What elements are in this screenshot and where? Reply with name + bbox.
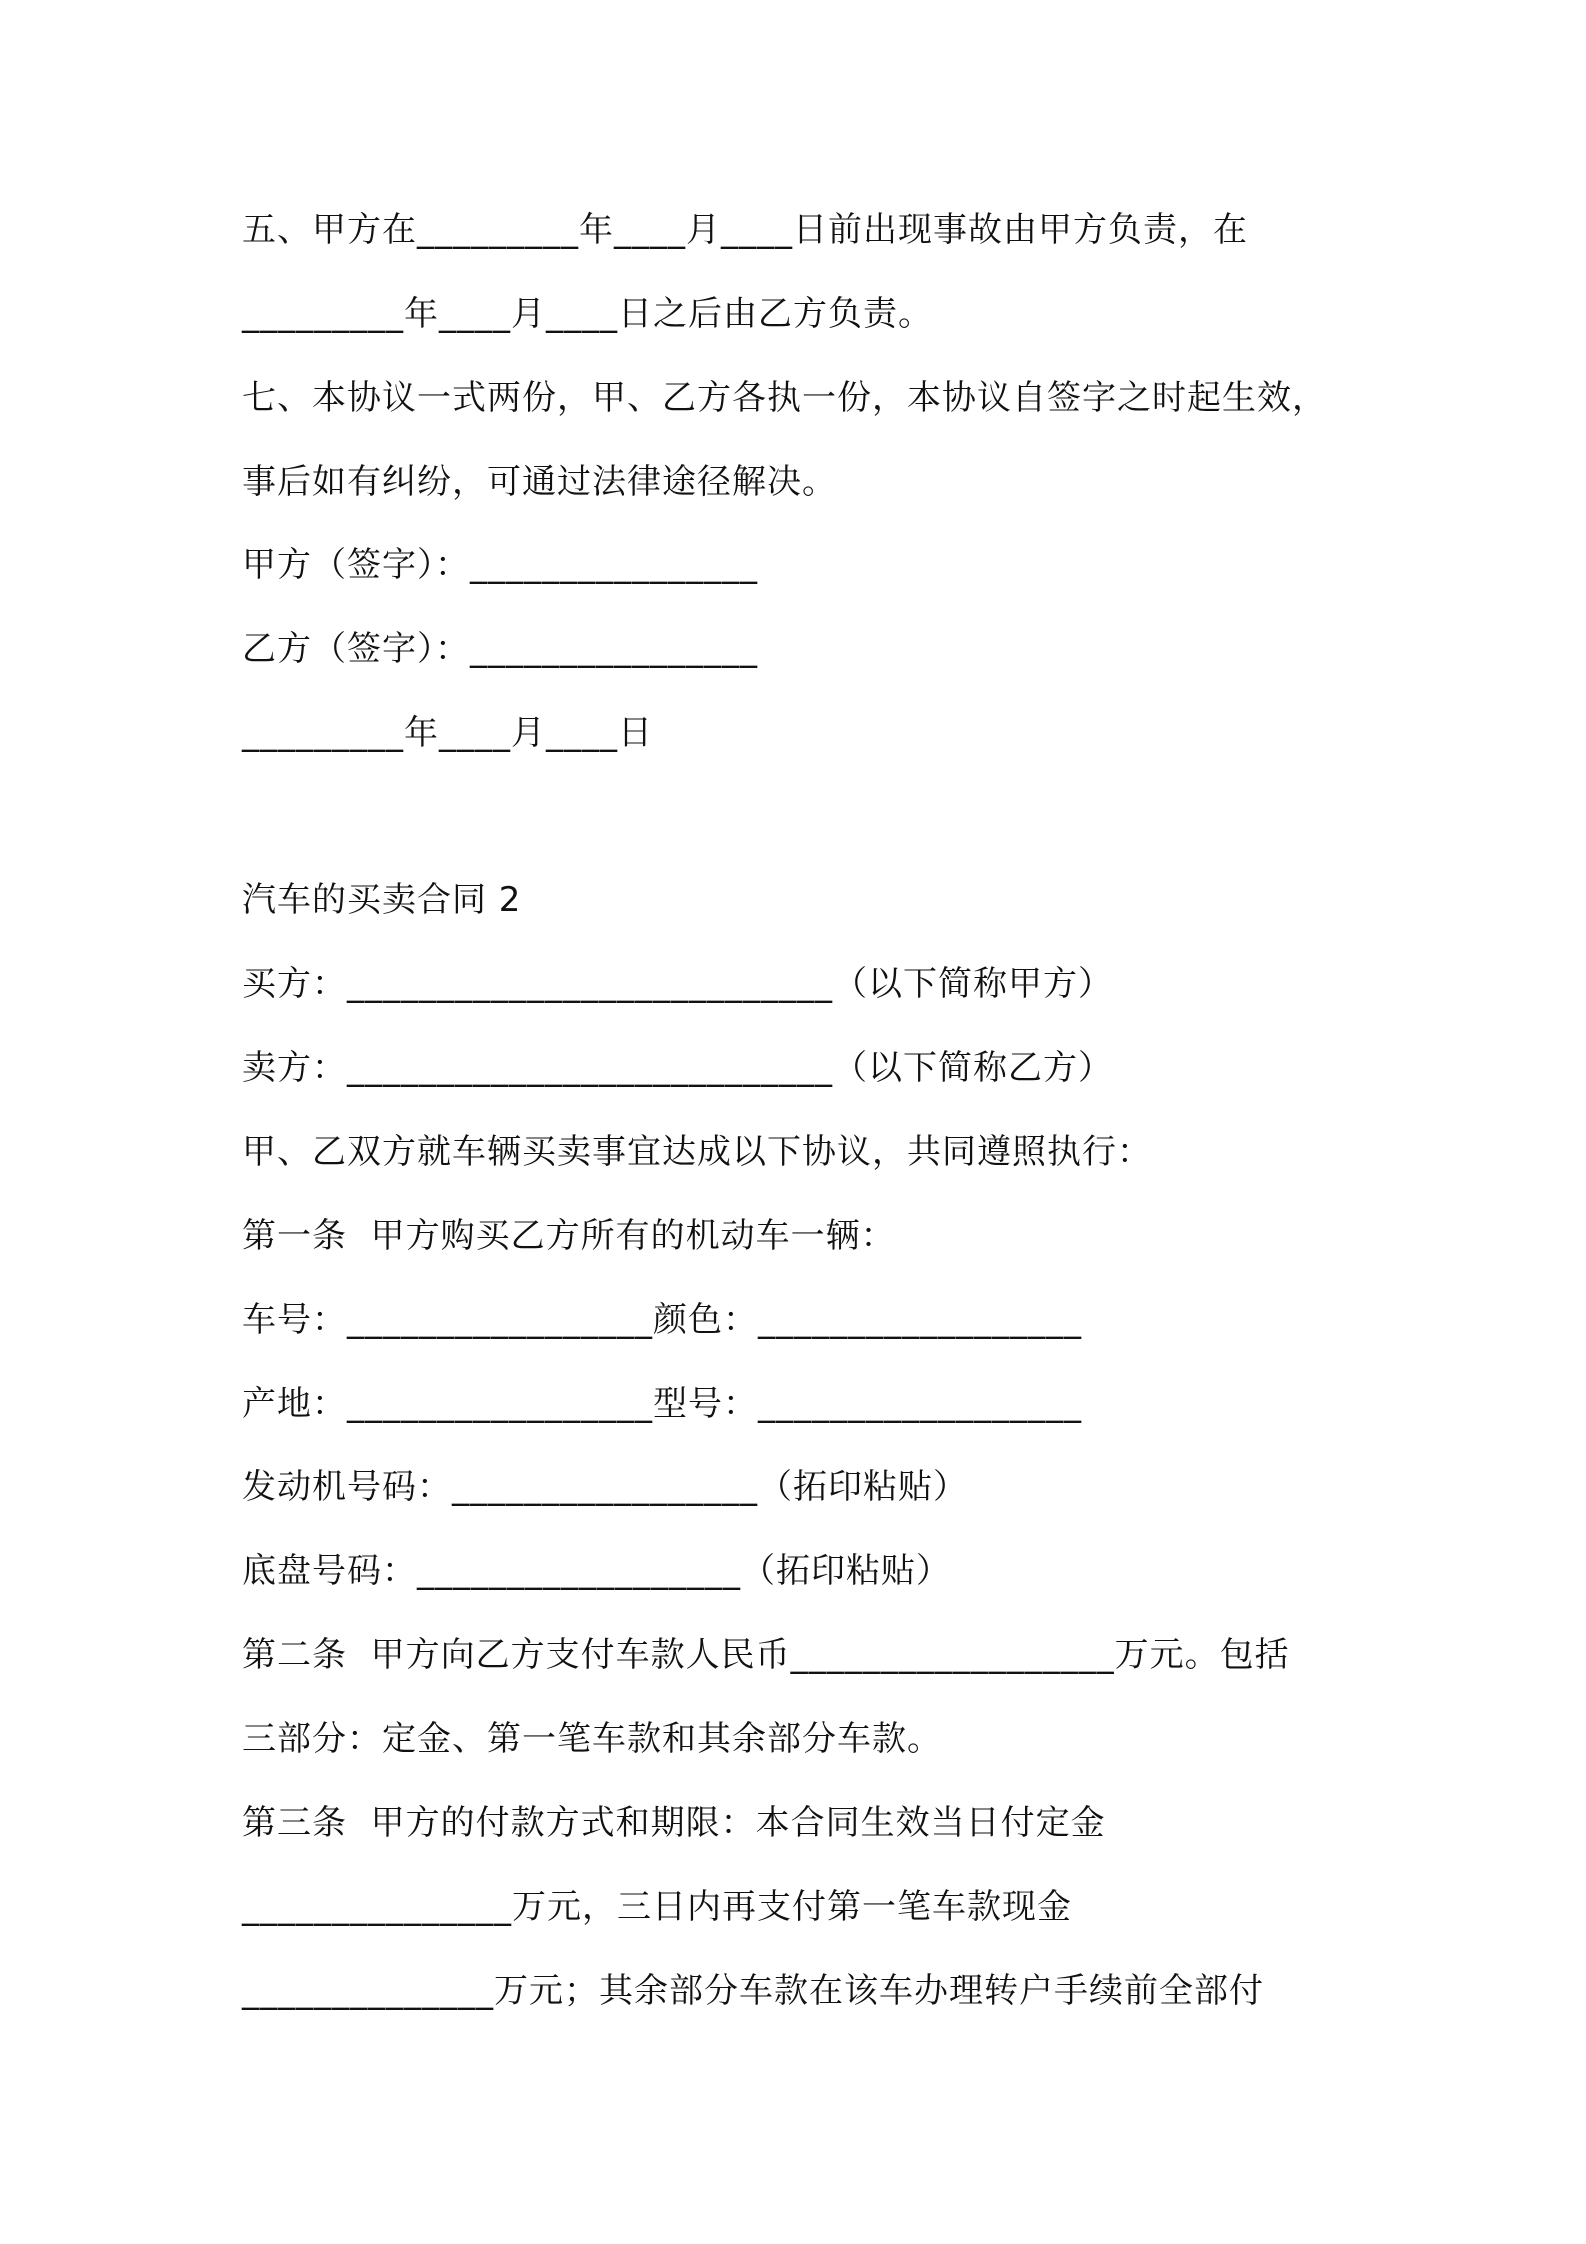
party-b-signature: 乙方（签字）：________________ xyxy=(242,629,758,669)
article-2-line-2: 三部分：定金、第一笔车款和其余部分车款。 xyxy=(242,1719,942,1759)
signature-date: _________年____月____日 xyxy=(242,713,653,753)
clause-5-line-1: 五、甲方在_________年____月____日前出现事故由甲方负责，在 xyxy=(242,210,1248,250)
article-2-line-1: 第二条 甲方向乙方支付车款人民币__________________万元。包括 xyxy=(242,1635,1290,1675)
party-a-signature: 甲方（签字）：________________ xyxy=(242,545,758,585)
article-1: 第一条 甲方购买乙方所有的机动车一辆： xyxy=(242,1216,896,1256)
agreement-intro: 甲、乙双方就车辆买卖事宜达成以下协议，共同遵照执行： xyxy=(242,1132,1152,1172)
article-3-line-2: _______________万元，三日内再支付第一笔车款现金 xyxy=(242,1887,1072,1927)
clause-7-line-2: 事后如有纠纷，可通过法律途径解决。 xyxy=(242,462,837,502)
clause-5-line-2: _________年____月____日之后由乙方负责。 xyxy=(242,294,933,334)
vehicle-number-color: 车号：_________________颜色：__________________ xyxy=(242,1300,1082,1340)
buyer-line: 买方：___________________________（以下简称甲方） xyxy=(242,964,1113,1004)
chassis-number: 底盘号码：__________________（拓印粘贴） xyxy=(242,1551,951,1591)
contract-2-title: 汽车的买卖合同 2 xyxy=(242,880,522,920)
engine-number: 发动机号码：_________________（拓印粘贴） xyxy=(242,1467,968,1507)
clause-7-line-1: 七、本协议一式两份，甲、乙方各执一份，本协议自签字之时起生效， xyxy=(242,378,1327,418)
article-3-line-1: 第三条 甲方的付款方式和期限：本合同生效当日付定金 xyxy=(242,1803,1106,1843)
origin-model: 产地：_________________型号：__________________ xyxy=(242,1384,1082,1424)
seller-line: 卖方：___________________________（以下简称乙方） xyxy=(242,1048,1113,1088)
article-3-line-3: ______________万元；其余部分车款在该车办理转户手续前全部付 xyxy=(242,1971,1264,2011)
